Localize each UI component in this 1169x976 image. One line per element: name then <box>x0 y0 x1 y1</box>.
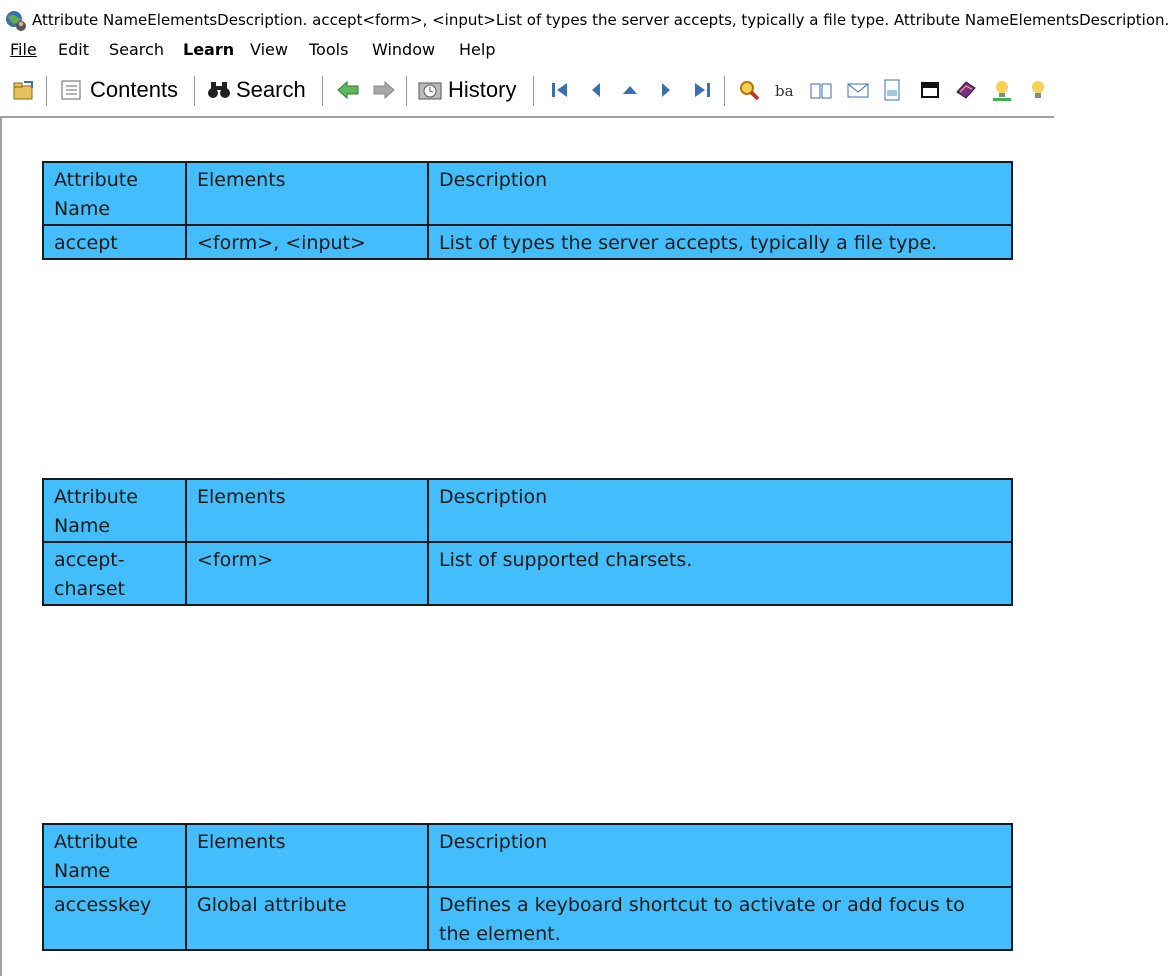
menu-view[interactable] <box>250 40 288 59</box>
contents-label: Contents <box>90 77 179 102</box>
toolbar-separator <box>533 76 534 106</box>
menu-search[interactable] <box>109 40 164 59</box>
header-description: Description <box>428 824 1012 887</box>
menu-tools[interactable] <box>309 40 348 59</box>
cell-elements: <form>, <input> <box>186 225 428 259</box>
print-icon[interactable] <box>880 78 904 102</box>
title-bar <box>0 0 1169 36</box>
book-icon[interactable] <box>809 78 833 102</box>
history-label: History <box>448 77 517 102</box>
menu-edit[interactable] <box>58 40 89 59</box>
last-page-icon[interactable] <box>690 78 714 102</box>
contents-icon <box>60 79 82 101</box>
lightbulb-green-icon[interactable] <box>990 78 1014 102</box>
svg-text:ba: ba <box>775 82 794 100</box>
menu-learn-label: Learn <box>183 40 235 59</box>
cell-description: List of types the server accepts, typically a file type. <box>428 225 1012 259</box>
menu-bar <box>0 36 1054 64</box>
search-label: Search <box>236 77 306 102</box>
toolbar-separator <box>724 76 725 106</box>
up-icon[interactable] <box>618 78 642 102</box>
header-description: Description <box>428 479 1012 542</box>
menu-file[interactable] <box>10 40 37 59</box>
cell-description: List of supported charsets. <box>428 542 1012 605</box>
header-description: Description <box>428 162 1012 225</box>
lightbulb-yellow-icon[interactable] <box>1026 78 1050 102</box>
cell-elements: <form> <box>186 542 428 605</box>
menu-search-label: Search <box>109 40 164 59</box>
contents-button[interactable] <box>60 76 178 104</box>
header-elements: Elements <box>186 162 428 225</box>
menu-view-label: View <box>250 40 288 59</box>
find-icon[interactable] <box>737 78 761 102</box>
app-globe-icon <box>4 9 28 33</box>
next-page-icon[interactable] <box>654 78 678 102</box>
toolbar-separator <box>406 76 407 106</box>
forward-arrow-icon[interactable] <box>372 78 396 102</box>
header-elements: Elements <box>186 824 428 887</box>
header-attribute-name: Attribute Name <box>43 162 186 225</box>
toolbar <box>0 64 1054 118</box>
first-page-icon[interactable] <box>548 78 572 102</box>
toolbar-separator <box>322 76 323 106</box>
window-icon[interactable] <box>918 78 942 102</box>
toolbar-separator <box>194 76 195 106</box>
dictionary-icon[interactable] <box>774 78 798 102</box>
mail-icon[interactable] <box>846 78 870 102</box>
menu-edit-label: Edit <box>58 40 89 59</box>
menu-window[interactable] <box>372 40 435 59</box>
table-row <box>43 225 1012 259</box>
cell-attribute-name: accesskey <box>43 887 186 950</box>
menu-help[interactable] <box>459 40 495 59</box>
table-header-row <box>43 479 1012 542</box>
attribute-table-accesskey <box>42 823 1013 951</box>
menu-tools-label: Tools <box>309 40 349 59</box>
menu-file-label: File <box>10 40 37 59</box>
library-icon[interactable] <box>954 78 978 102</box>
header-elements: Elements <box>186 479 428 542</box>
toolbar-separator <box>46 76 47 106</box>
header-attribute-name: Attribute Name <box>43 479 186 542</box>
cell-attribute-name: accept-charset <box>43 542 186 605</box>
menu-learn[interactable] <box>183 40 234 59</box>
open-folder-icon[interactable] <box>12 78 36 102</box>
cell-attribute-name: accept <box>43 225 186 259</box>
history-button[interactable] <box>418 76 516 104</box>
header-attribute-name: Attribute Name <box>43 824 186 887</box>
history-icon <box>418 79 442 101</box>
menu-window-label: Window <box>372 40 436 59</box>
binoculars-icon <box>207 80 231 100</box>
attribute-table-accept-charset <box>42 478 1013 606</box>
attribute-table-accept <box>42 161 1013 260</box>
table-header-row <box>43 162 1012 225</box>
table-row <box>43 542 1012 605</box>
previous-page-icon[interactable] <box>584 78 608 102</box>
menu-help-label: Help <box>459 40 496 59</box>
content-pane <box>0 118 1054 976</box>
table-row <box>43 887 1012 950</box>
cell-elements: Global attribute <box>186 887 428 950</box>
search-button[interactable] <box>207 76 306 104</box>
cell-description: Defines a keyboard shortcut to activate or add focus to the element. <box>428 887 1012 950</box>
back-arrow-icon[interactable] <box>336 78 360 102</box>
table-header-row <box>43 824 1012 887</box>
window-title: Attribute NameElementsDescription. accept<form>, <input>List of types the server accepts, typically a file type. Attribute NameElementsDescription. <box>32 11 1169 29</box>
